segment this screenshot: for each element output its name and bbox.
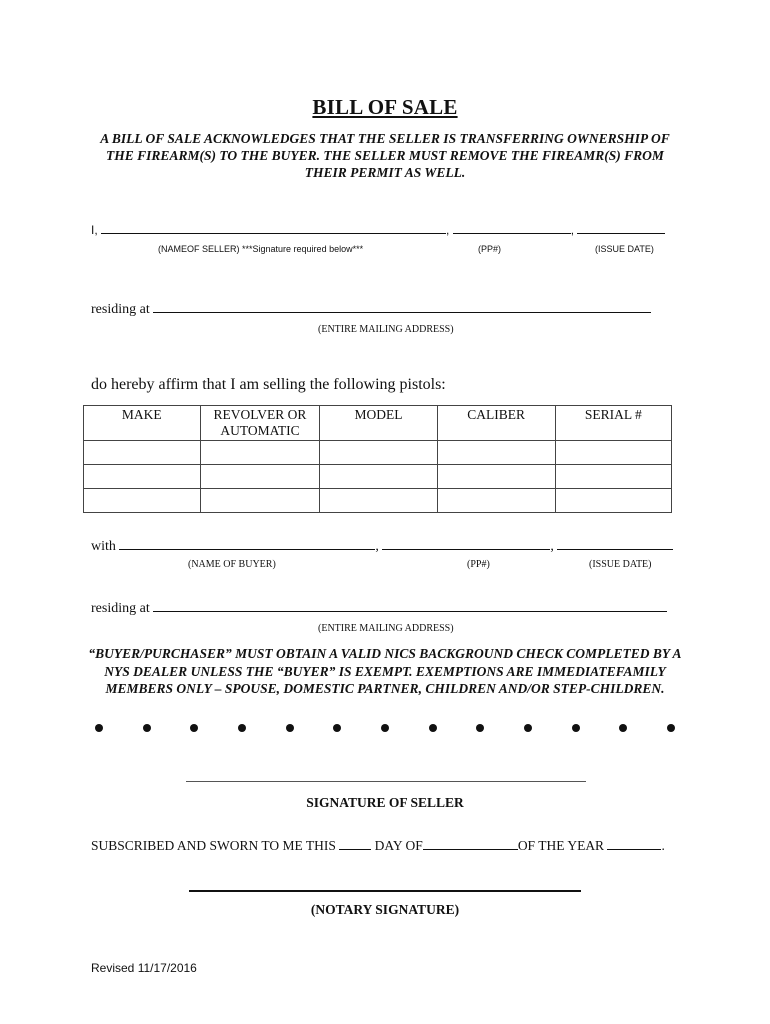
table-cell[interactable] bbox=[320, 465, 437, 489]
table-cell[interactable] bbox=[84, 441, 201, 465]
sworn-day-field[interactable] bbox=[339, 835, 371, 850]
table-cell[interactable] bbox=[555, 441, 671, 465]
bullet-dot bbox=[333, 724, 341, 732]
table-cell[interactable] bbox=[84, 465, 201, 489]
bullet-dot bbox=[619, 724, 627, 732]
buyer-address-label: (ENTIRE MAILING ADDRESS) bbox=[318, 623, 454, 634]
seller-pp-label: (PP#) bbox=[478, 244, 502, 254]
bullet-dot bbox=[381, 724, 389, 732]
header-make: MAKE bbox=[84, 406, 201, 441]
seller-signature-label: SIGNATURE OF SELLER bbox=[306, 795, 464, 810]
bullet-separator bbox=[95, 724, 675, 732]
notary-signature-field[interactable] bbox=[189, 890, 581, 892]
bullet-dot bbox=[286, 724, 294, 732]
bullet-dot bbox=[95, 724, 103, 732]
sworn-month-field[interactable] bbox=[423, 835, 518, 850]
bullet-dot bbox=[524, 724, 532, 732]
table-cell[interactable] bbox=[437, 465, 555, 489]
header-revolver-or-automatic: REVOLVER OR AUTOMATIC bbox=[200, 406, 320, 441]
notary-signature-label: (NOTARY SIGNATURE) bbox=[310, 902, 460, 917]
bullet-dot bbox=[667, 724, 675, 732]
buyer-pp-label: (PP#) bbox=[467, 559, 490, 570]
seller-line bbox=[91, 219, 665, 237]
bullet-dot bbox=[238, 724, 246, 732]
table-row bbox=[84, 441, 672, 465]
document-title: BILL OF SALE bbox=[312, 95, 458, 119]
table-cell[interactable] bbox=[555, 465, 671, 489]
buyer-sep-1: , bbox=[375, 539, 379, 554]
header-caliber: CALIBER bbox=[437, 406, 555, 441]
buyer-issue-date-label: (ISSUE DATE) bbox=[589, 559, 652, 570]
sworn-end: . bbox=[661, 838, 665, 853]
table-row bbox=[84, 465, 672, 489]
seller-name-label: (NAMEOF SELLER) ***Signature required below*** bbox=[158, 244, 364, 254]
bullet-dot bbox=[143, 724, 151, 732]
table-cell[interactable] bbox=[200, 465, 320, 489]
sworn-year-field[interactable] bbox=[607, 835, 661, 850]
sworn-text-2: DAY OF bbox=[374, 838, 423, 853]
table-row bbox=[84, 489, 672, 513]
buyer-line bbox=[91, 535, 673, 555]
sworn-line bbox=[91, 835, 665, 854]
table-cell[interactable] bbox=[555, 489, 671, 513]
table-cell[interactable] bbox=[84, 489, 201, 513]
table-cell[interactable] bbox=[200, 489, 320, 513]
header-serial: SERIAL # bbox=[555, 406, 671, 441]
seller-address-prefix: residing at bbox=[91, 302, 150, 317]
table-cell[interactable] bbox=[437, 441, 555, 465]
seller-address-label: (ENTIRE MAILING ADDRESS) bbox=[318, 324, 454, 335]
seller-address-field[interactable] bbox=[153, 298, 651, 313]
buyer-pp-field[interactable] bbox=[382, 535, 550, 550]
table-cell[interactable] bbox=[437, 489, 555, 513]
seller-name-field[interactable] bbox=[101, 219, 446, 234]
bullet-dot bbox=[190, 724, 198, 732]
pistols-table bbox=[83, 405, 672, 513]
seller-pp-field[interactable] bbox=[453, 219, 571, 234]
buyer-name-label: (NAME OF BUYER) bbox=[188, 559, 276, 570]
nics-warning: “BUYER/PURCHASER” MUST OBTAIN A VALID NICS BACKGROUND CHECK COMPLETED BY A NYS DEALER UNLESS THE “BUYER” IS EXEMPT. EXEMPTIONS ARE IMMEDIATEFAMILY MEMBERS ONLY – SPOUSE, DOMESTIC PARTNER, CHILDREN AND/OR STEP-CHILDREN. bbox=[88, 646, 682, 696]
seller-sep-1: , bbox=[446, 223, 450, 237]
seller-signature-field[interactable] bbox=[186, 781, 586, 782]
document-subtitle: A BILL OF SALE ACKNOWLEDGES THAT THE SELLER IS TRANSFERRING OWNERSHIP OF THE FIREARM(S) TO THE BUYER. THE SELLER MUST REMOVE THE FIREAMR(S) FROM THEIR PERMIT AS WELL. bbox=[100, 131, 670, 180]
table-cell[interactable] bbox=[200, 441, 320, 465]
seller-issue-date-label: (ISSUE DATE) bbox=[595, 244, 654, 254]
sworn-text-1: SUBSCRIBED AND SWORN TO ME THIS bbox=[91, 838, 336, 853]
revised-date: Revised 11/17/2016 bbox=[91, 961, 197, 975]
seller-issue-date-field[interactable] bbox=[577, 219, 665, 234]
buyer-address-prefix: residing at bbox=[91, 601, 150, 616]
bullet-dot bbox=[476, 724, 484, 732]
affirm-text: do hereby affirm that I am selling the following pistols: bbox=[91, 376, 446, 393]
buyer-sep-2: , bbox=[550, 539, 554, 554]
buyer-address-line bbox=[91, 597, 667, 617]
buyer-issue-date-field[interactable] bbox=[557, 535, 673, 550]
table-cell[interactable] bbox=[320, 489, 437, 513]
seller-sep-2: , bbox=[570, 223, 575, 237]
header-model: MODEL bbox=[320, 406, 437, 441]
seller-address-line bbox=[91, 298, 651, 318]
table-header-row bbox=[84, 406, 672, 441]
buyer-line-prefix: with bbox=[91, 539, 116, 554]
sworn-text-3: OF THE YEAR bbox=[517, 838, 605, 853]
buyer-address-field[interactable] bbox=[153, 597, 667, 612]
table-cell[interactable] bbox=[320, 441, 437, 465]
bullet-dot bbox=[572, 724, 580, 732]
bullet-dot bbox=[429, 724, 437, 732]
seller-line-prefix: I, bbox=[91, 223, 98, 237]
buyer-name-field[interactable] bbox=[119, 535, 375, 550]
